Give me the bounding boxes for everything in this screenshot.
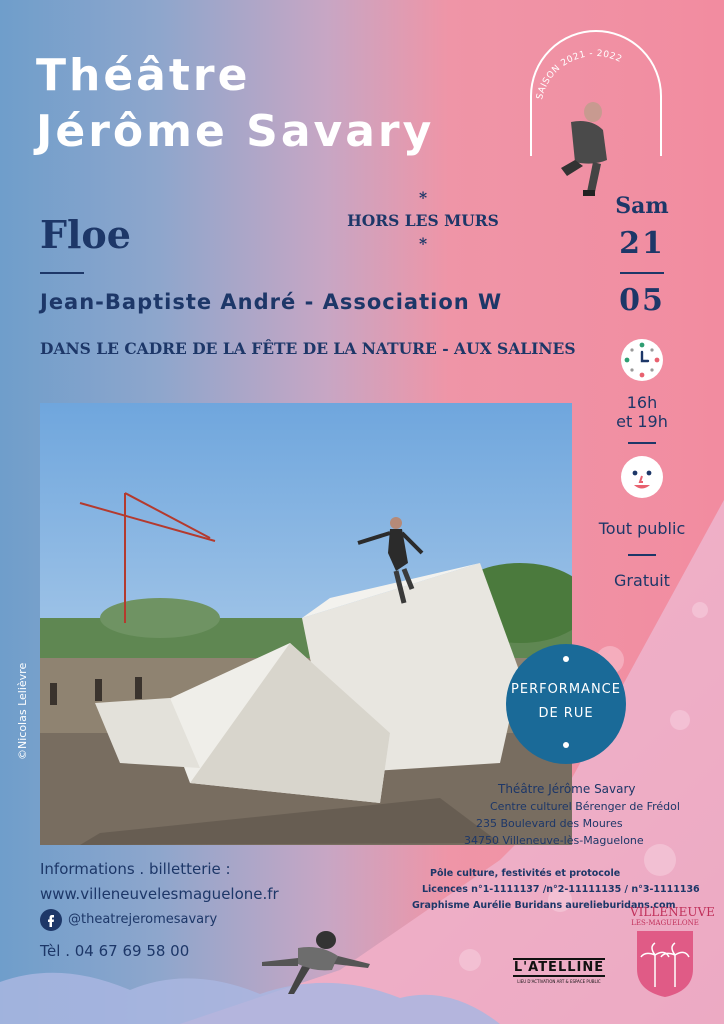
- facebook-handle[interactable]: @theatrejeromesavary: [68, 912, 218, 927]
- audience-divider: [628, 554, 656, 556]
- atelline-subtitle: LIEU D'ACTIVATION ART & ESPACE PUBLIC: [517, 979, 601, 984]
- price-label: Gratuit: [614, 571, 670, 590]
- hors-les-murs-tag: [320, 186, 526, 255]
- floating-person-illustration: [258, 928, 378, 996]
- date-divider: [620, 272, 664, 274]
- badge-dot-top: [563, 656, 569, 662]
- smiley-icon: [620, 455, 664, 499]
- clock-icon: [620, 338, 664, 382]
- show-time: [597, 393, 687, 431]
- address-line3: 34750 Villeneuve-lès-Maguelone: [464, 834, 644, 847]
- credits-line2: Licences n°1-1111137 /n°2-11111135 / n°3-1111136: [422, 884, 700, 895]
- villeneuve-name: VILLENEUVE: [630, 905, 715, 919]
- date-day: Sam: [615, 193, 669, 219]
- credits-line3: Graphisme Aurélie Buridans aurelieburidans.com: [412, 900, 676, 911]
- villeneuve-shield-icon: [635, 929, 695, 999]
- season-label: [527, 30, 663, 110]
- venue-tag: HORS LES MURS: [347, 211, 499, 230]
- villeneuve-subtitle: LES-MAGUELONE: [631, 919, 699, 927]
- address-line2: 235 Boulevard des Moures: [476, 817, 623, 830]
- show-title: Floe: [40, 212, 131, 257]
- website-link[interactable]: www.villeneuvelesmaguelone.fr: [40, 885, 279, 903]
- performance-badge: [506, 644, 626, 764]
- villeneuve-logo: [630, 905, 715, 1003]
- audience-label: Tout public: [598, 519, 686, 538]
- badge-dot-bottom: [563, 742, 569, 748]
- photo-credit: ©Nicolas Lelièvre: [16, 662, 29, 760]
- facebook-icon[interactable]: [40, 909, 62, 931]
- season-text: SAISON 2021 - 2022: [535, 48, 624, 101]
- performance-photo: [40, 403, 572, 845]
- show-time-line2: et 19h: [616, 412, 668, 431]
- theatre-title-line2: Jérôme Savary: [36, 106, 435, 157]
- theatre-title-line1: Théâtre: [36, 50, 251, 101]
- badge-line1: PERFORMANCE: [511, 682, 621, 697]
- star-bottom: *: [418, 234, 428, 253]
- sitting-person-illustration: [553, 100, 615, 204]
- show-time-line1: 16h: [626, 393, 658, 412]
- address-name: Théâtre Jérôme Savary: [498, 782, 636, 796]
- phone-number[interactable]: Tèl . 04 67 69 58 00: [40, 942, 190, 960]
- atelline-logo: [513, 958, 605, 984]
- event-context: DANS LE CADRE DE LA FÊTE DE LA NATURE - AUX SALINES: [40, 339, 576, 358]
- info-label: Informations . billetterie :: [40, 860, 231, 878]
- address-line1: Centre culturel Bérenger de Frédol: [490, 800, 680, 813]
- svg-text:SAISON 2021 - 2022: [535, 49, 623, 101]
- star-top: *: [418, 188, 428, 207]
- date-month: 05: [619, 283, 665, 318]
- badge-line2: DE RUE: [538, 706, 594, 721]
- artist-name: Jean-Baptiste André - Association W: [40, 290, 503, 314]
- title-divider: [40, 272, 84, 274]
- date-day-number: 21: [619, 226, 665, 261]
- credits-line1: Pôle culture, festivités et protocole: [430, 868, 621, 879]
- atelline-name: L'ATELLINE: [513, 960, 605, 975]
- time-divider: [628, 442, 656, 444]
